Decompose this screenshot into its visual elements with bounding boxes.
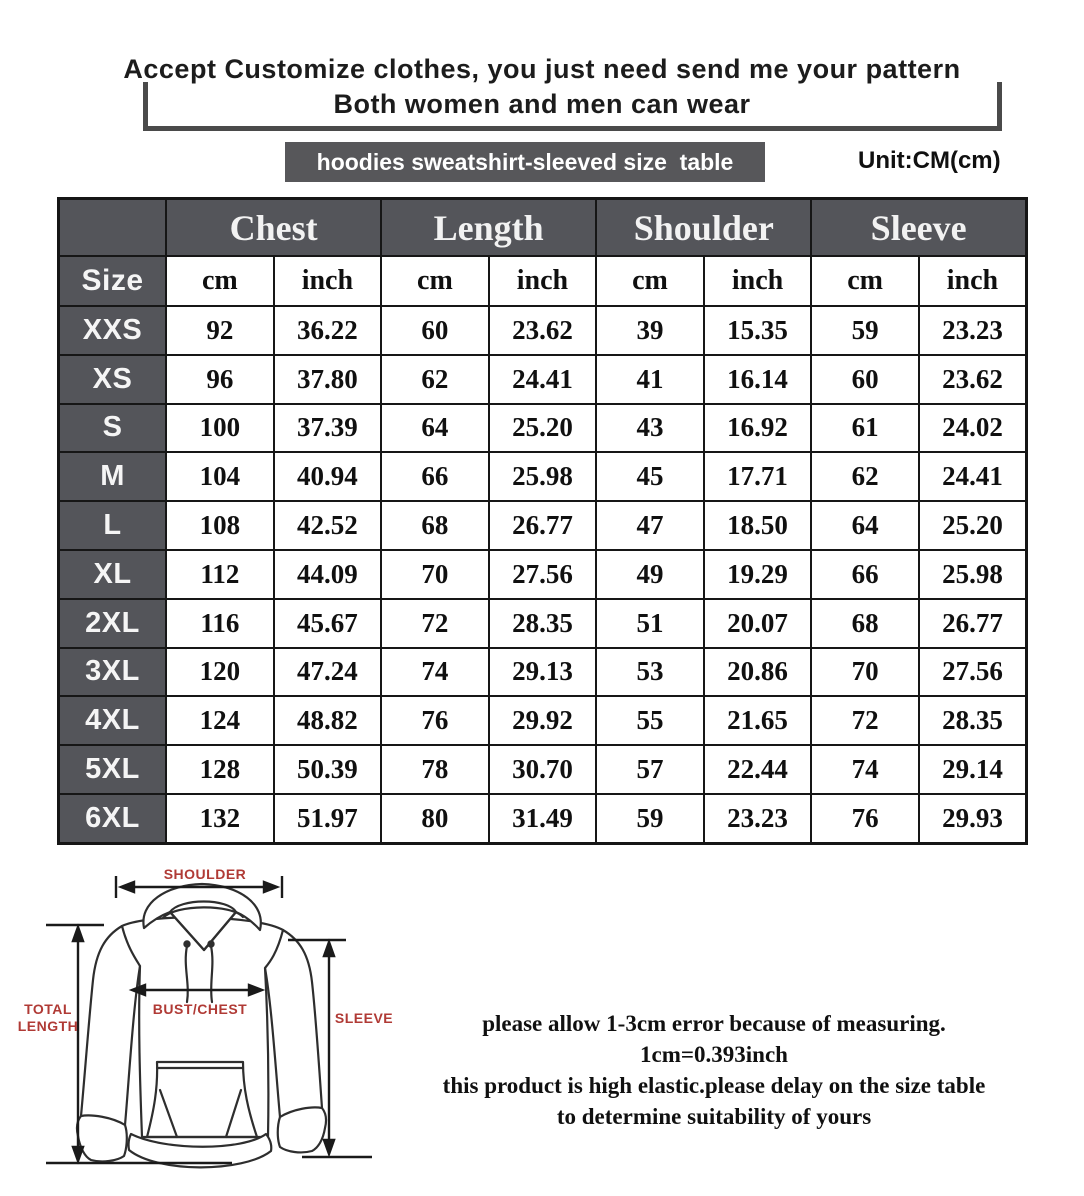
size-row-label: XS	[59, 355, 167, 404]
value-cell: 20.86	[704, 648, 812, 697]
table-row	[59, 550, 1027, 599]
group-header-row	[59, 199, 1027, 257]
value-cell: 45	[596, 452, 704, 501]
value-cell: 92	[166, 306, 274, 355]
size-row-label: S	[59, 404, 167, 453]
value-cell: 20.07	[704, 599, 812, 648]
value-cell: 15.35	[704, 306, 812, 355]
value-cell: 16.92	[704, 404, 812, 453]
value-cell: 47	[596, 501, 704, 550]
note-line-4: to determine suitability of yours	[556, 1104, 872, 1129]
value-cell: 51	[596, 599, 704, 648]
value-cell: 68	[381, 501, 489, 550]
size-row-label: M	[59, 452, 167, 501]
table-row	[59, 501, 1027, 550]
unit-header-cell: cm	[166, 256, 274, 306]
value-cell: 59	[596, 794, 704, 844]
bust-chest-label: BUST/CHEST	[152, 1001, 248, 1017]
value-cell: 96	[166, 355, 274, 404]
value-cell: 50.39	[274, 745, 382, 794]
value-cell: 66	[811, 550, 919, 599]
banner-line-1: Accept Customize clothes, you just need send me your pattern	[123, 54, 961, 84]
value-cell: 70	[811, 648, 919, 697]
sleeve-label: SLEEVE	[334, 1010, 394, 1026]
value-cell: 43	[596, 404, 704, 453]
value-cell: 26.77	[919, 599, 1027, 648]
value-cell: 72	[811, 696, 919, 745]
value-cell: 30.70	[489, 745, 597, 794]
table-row	[59, 794, 1027, 844]
value-cell: 17.71	[704, 452, 812, 501]
table-row	[59, 696, 1027, 745]
value-cell: 45.67	[274, 599, 382, 648]
value-cell: 74	[381, 648, 489, 697]
table-row	[59, 355, 1027, 404]
value-cell: 24.41	[489, 355, 597, 404]
value-cell: 51.97	[274, 794, 382, 844]
value-cell: 60	[811, 355, 919, 404]
shoulder-label: SHOULDER	[163, 866, 247, 882]
value-cell: 22.44	[704, 745, 812, 794]
unit-header-cell: cm	[596, 256, 704, 306]
value-cell: 47.24	[274, 648, 382, 697]
value-cell: 23.23	[704, 794, 812, 844]
group-header-sleeve: Sleeve	[811, 199, 1026, 257]
value-cell: 36.22	[274, 306, 382, 355]
value-cell: 112	[166, 550, 274, 599]
value-cell: 23.23	[919, 306, 1027, 355]
unit-label: Unit:CM(cm)	[858, 147, 1001, 174]
value-cell: 100	[166, 404, 274, 453]
size-table-container	[57, 197, 1028, 845]
measurement-notes	[408, 1008, 1020, 1132]
size-table-title: hoodies sweatshirt-sleeved size table	[316, 148, 734, 175]
unit-header-cell: inch	[704, 256, 812, 306]
value-cell: 70	[381, 550, 489, 599]
value-cell: 55	[596, 696, 704, 745]
value-cell: 29.92	[489, 696, 597, 745]
value-cell: 108	[166, 501, 274, 550]
value-cell: 61	[811, 404, 919, 453]
value-cell: 53	[596, 648, 704, 697]
value-cell: 57	[596, 745, 704, 794]
table-row	[59, 599, 1027, 648]
note-line-3: this product is high elastic.please delay on the size table	[442, 1073, 986, 1098]
value-cell: 25.98	[489, 452, 597, 501]
value-cell: 124	[166, 696, 274, 745]
value-cell: 80	[381, 794, 489, 844]
unit-header-cell: inch	[489, 256, 597, 306]
hoodie-drawing	[77, 884, 326, 1167]
value-cell: 120	[166, 648, 274, 697]
value-cell: 24.41	[919, 452, 1027, 501]
value-cell: 28.35	[919, 696, 1027, 745]
group-header-shoulder: Shoulder	[596, 199, 811, 257]
value-cell: 76	[811, 794, 919, 844]
unit-header-cell: inch	[919, 256, 1027, 306]
value-cell: 27.56	[919, 648, 1027, 697]
value-cell: 64	[811, 501, 919, 550]
value-cell: 116	[166, 599, 274, 648]
total-length-label: TOTAL LENGTH	[17, 1001, 79, 1034]
table-row	[59, 306, 1027, 355]
unit-header-cell: cm	[811, 256, 919, 306]
value-cell: 25.98	[919, 550, 1027, 599]
value-cell: 16.14	[704, 355, 812, 404]
value-cell: 29.13	[489, 648, 597, 697]
value-cell: 60	[381, 306, 489, 355]
size-row-label: 4XL	[59, 696, 167, 745]
value-cell: 28.35	[489, 599, 597, 648]
value-cell: 27.56	[489, 550, 597, 599]
value-cell: 104	[166, 452, 274, 501]
corner-cell	[59, 199, 167, 257]
value-cell: 48.82	[274, 696, 382, 745]
value-cell: 24.02	[919, 404, 1027, 453]
value-cell: 74	[811, 745, 919, 794]
value-cell: 26.77	[489, 501, 597, 550]
value-cell: 19.29	[704, 550, 812, 599]
unit-header-cell: cm	[381, 256, 489, 306]
value-cell: 23.62	[919, 355, 1027, 404]
value-cell: 62	[811, 452, 919, 501]
value-cell: 72	[381, 599, 489, 648]
size-row-label: 2XL	[59, 599, 167, 648]
value-cell: 66	[381, 452, 489, 501]
value-cell: 128	[166, 745, 274, 794]
value-cell: 31.49	[489, 794, 597, 844]
value-cell: 39	[596, 306, 704, 355]
group-header-chest: Chest	[166, 199, 381, 257]
size-row-label: XXS	[59, 306, 167, 355]
value-cell: 59	[811, 306, 919, 355]
table-row	[59, 745, 1027, 794]
size-row-label: XL	[59, 550, 167, 599]
size-table	[57, 197, 1028, 845]
value-cell: 42.52	[274, 501, 382, 550]
value-cell: 18.50	[704, 501, 812, 550]
value-cell: 132	[166, 794, 274, 844]
note-line-2: 1cm=0.393inch	[640, 1042, 788, 1067]
value-cell: 23.62	[489, 306, 597, 355]
value-cell: 40.94	[274, 452, 382, 501]
note-line-1: please allow 1-3cm error because of measuring.	[482, 1011, 946, 1036]
value-cell: 37.39	[274, 404, 382, 453]
value-cell: 76	[381, 696, 489, 745]
value-cell: 64	[381, 404, 489, 453]
value-cell: 21.65	[704, 696, 812, 745]
table-row	[59, 452, 1027, 501]
size-row-label: 3XL	[59, 648, 167, 697]
size-row-label: 5XL	[59, 745, 167, 794]
unit-header-row	[59, 256, 1027, 306]
value-cell: 44.09	[274, 550, 382, 599]
value-cell: 29.93	[919, 794, 1027, 844]
value-cell: 25.20	[489, 404, 597, 453]
group-header-length: Length	[381, 199, 596, 257]
value-cell: 68	[811, 599, 919, 648]
size-column-header: Size	[59, 256, 167, 306]
size-row-label: L	[59, 501, 167, 550]
banner-line-2: Both women and men can wear	[333, 89, 751, 119]
value-cell: 37.80	[274, 355, 382, 404]
size-row-label: 6XL	[59, 794, 167, 844]
table-row	[59, 404, 1027, 453]
size-table-title-bar	[285, 142, 765, 182]
value-cell: 25.20	[919, 501, 1027, 550]
table-row	[59, 648, 1027, 697]
unit-header-cell: inch	[274, 256, 382, 306]
value-cell: 78	[381, 745, 489, 794]
value-cell: 29.14	[919, 745, 1027, 794]
value-cell: 62	[381, 355, 489, 404]
value-cell: 41	[596, 355, 704, 404]
value-cell: 49	[596, 550, 704, 599]
